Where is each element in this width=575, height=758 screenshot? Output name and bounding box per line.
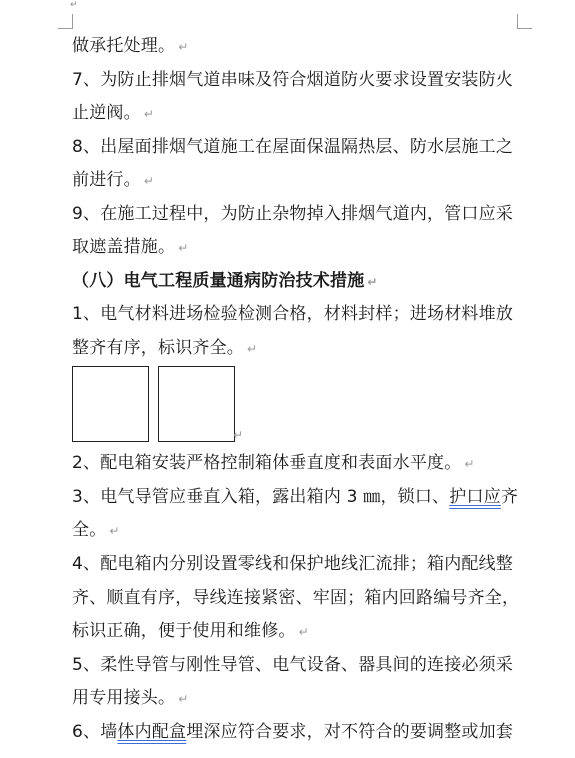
line-text: 止逆阀。: [72, 103, 141, 123]
line-text: 9、在施工过程中，为防止杂物掉入排烟气道内，管口应采: [72, 204, 514, 224]
heading-text: （八）电气工程质量通病防治技术措施: [72, 271, 365, 291]
page-corner-top-right: [517, 14, 532, 29]
text-line: [72, 303, 513, 325]
text-line: [72, 654, 513, 676]
paragraph-mark-icon: ↵: [178, 692, 189, 706]
line-text: 取遮盖措施。: [72, 237, 176, 257]
line-text: 全。: [72, 520, 107, 540]
spellcheck-underlined-text[interactable]: 体内配盒: [117, 722, 187, 742]
text-line: [72, 486, 518, 508]
spellcheck-underlined-text[interactable]: 护口应: [449, 487, 501, 507]
image-placeholder-2[interactable]: [158, 366, 235, 442]
line-text: 7、为防止排烟气道串味及符合烟道防火要求设置安装防火: [72, 70, 514, 90]
line-text: 1、电气材料进场检验检测合格，材料封样；进场材料堆放: [72, 304, 514, 324]
line-text: 埋深应符合要求，对不符合的要调整或加套: [186, 722, 514, 742]
image-placeholder-1[interactable]: [72, 366, 149, 442]
line-text: 3、电气导管应垂直入箱，露出箱内 3 ㎜，锁口、: [72, 487, 450, 507]
paragraph-mark-icon: ↵: [298, 625, 309, 639]
paragraph-mark-icon: ↵: [143, 174, 155, 188]
line-text: 8、出屋面排烟气道施工在屋面保温隔热层、防水层施工之: [72, 137, 514, 157]
text-line: [72, 236, 188, 259]
section-heading: [72, 270, 378, 293]
text-line: [72, 169, 154, 192]
text-line: [72, 721, 513, 743]
line-text: 前进行。: [72, 170, 141, 190]
paragraph-mark-icon: ↵: [178, 40, 189, 54]
paragraph-mark-icon: ↵: [464, 457, 475, 471]
text-line: [72, 553, 513, 575]
line-text: 齐: [500, 487, 519, 507]
page-corner-top-left: [58, 14, 73, 29]
text-line: [72, 519, 120, 542]
text-line: [72, 35, 188, 58]
paragraph-mark-icon: ↵: [70, 0, 78, 10]
line-text: 4、配电箱内分别设置零线和保护地线汇流排；箱内配线整: [72, 554, 514, 574]
paragraph-mark-icon: ↵: [247, 342, 258, 356]
paragraph-mark-icon: ↵: [233, 428, 244, 442]
line-text: 标识正确，便于使用和维修。: [72, 621, 296, 641]
paragraph-mark-icon: ↵: [109, 524, 120, 538]
text-line: [72, 587, 519, 609]
line-text: 2、配电箱安装严格控制箱体垂直度和表面水平度。: [72, 453, 462, 473]
line-text: 齐、顺直有序，导线连接紧密、牢固；箱内回路编号齐全，: [72, 588, 520, 608]
line-text: 5、柔性导管与刚性导管、电气设备、器具间的连接必须采: [72, 655, 514, 675]
text-line: [72, 337, 257, 360]
line-text: 做承托处理。: [72, 36, 176, 56]
text-line: [72, 203, 513, 225]
text-line: [72, 620, 309, 643]
line-text: 整齐有序，标识齐全。: [72, 338, 244, 358]
text-line: [72, 687, 188, 710]
paragraph-mark-icon: ↵: [178, 241, 189, 255]
paragraph-mark-icon: ↵: [143, 107, 155, 121]
line-text: 用专用接头。: [72, 688, 176, 708]
text-line: [72, 69, 513, 91]
text-line: [72, 452, 475, 475]
line-text: 6、墙: [72, 722, 118, 742]
paragraph-mark-icon: ↵: [367, 275, 378, 289]
text-line: [72, 136, 513, 158]
text-line: [72, 102, 154, 125]
